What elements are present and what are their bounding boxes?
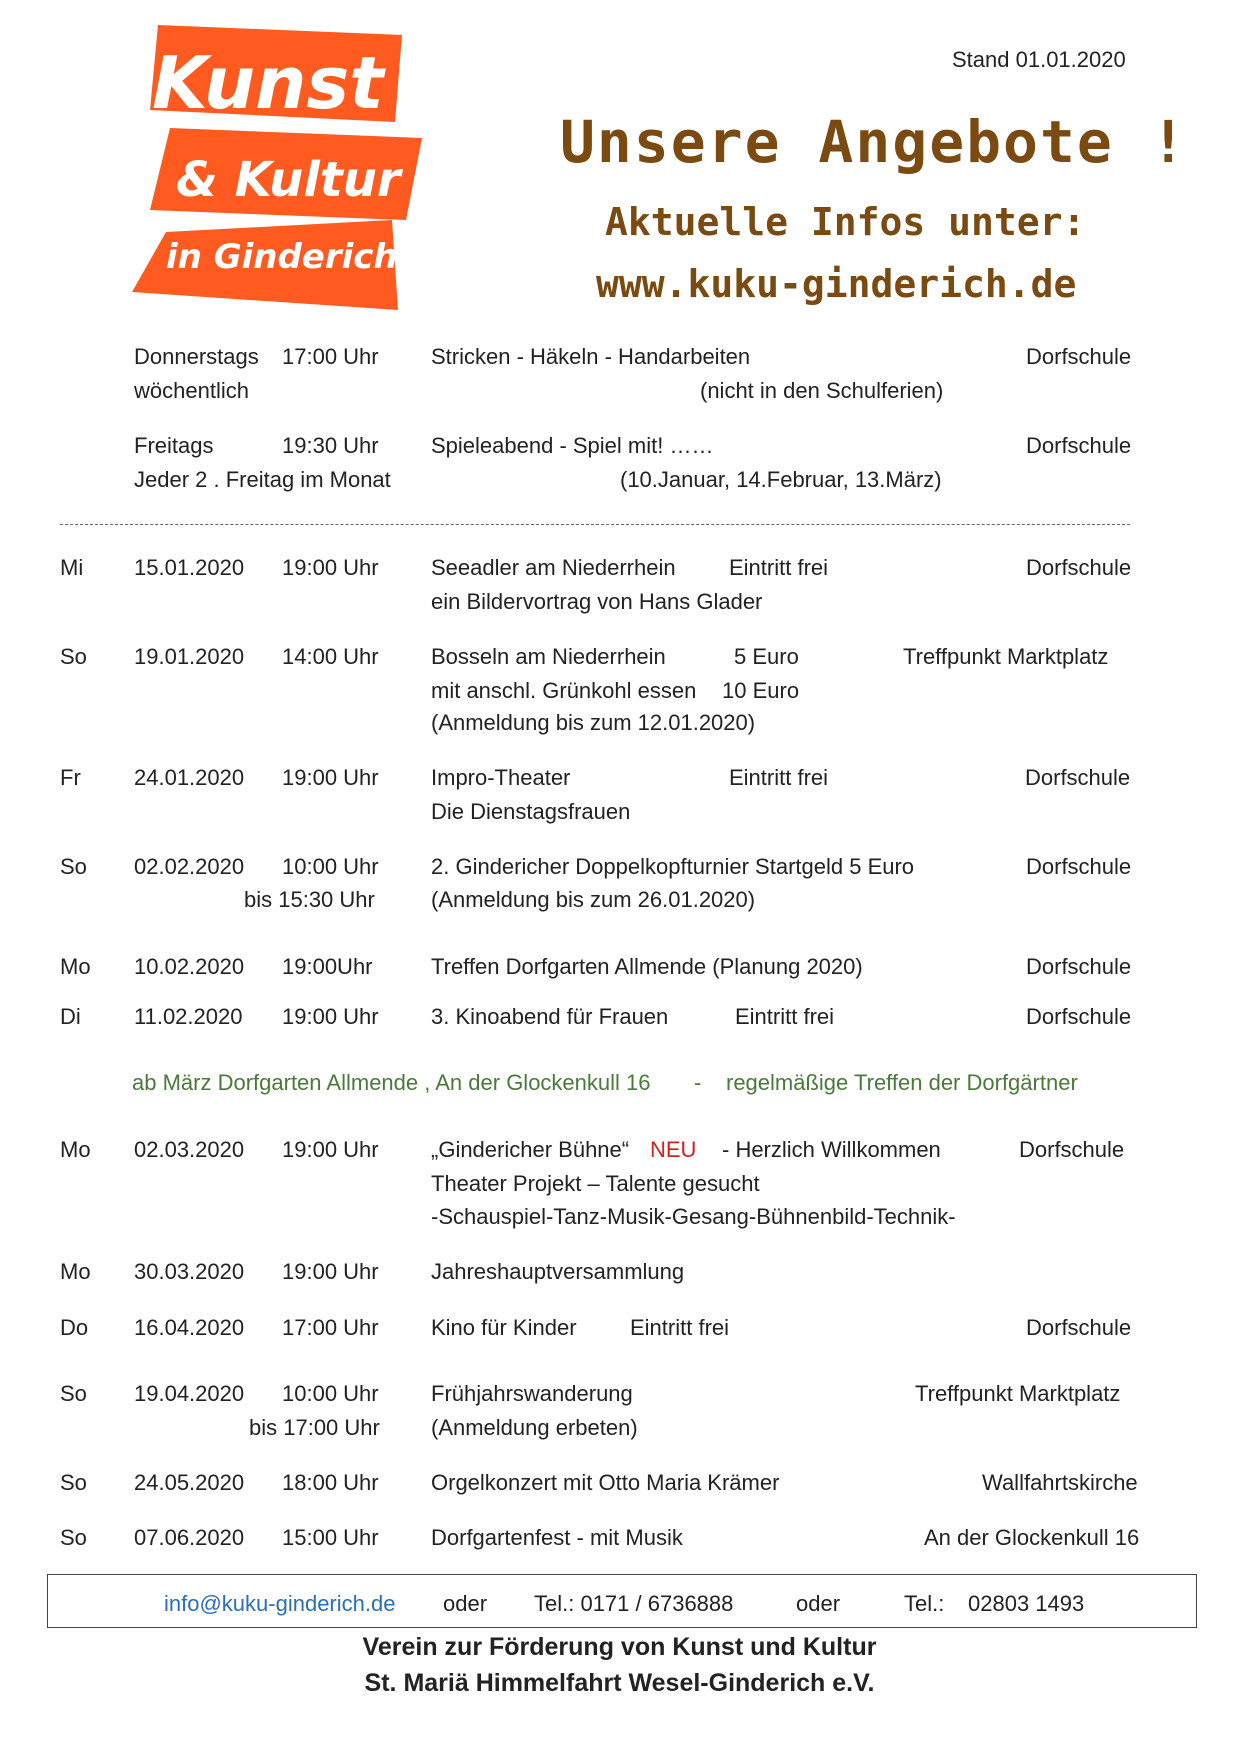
event-place: Dorfschule xyxy=(1026,433,1132,458)
event-extra: Eintritt frei xyxy=(729,555,829,580)
event-day: So xyxy=(60,1381,87,1406)
event-time: 19:00 Uhr xyxy=(282,1004,379,1029)
event-time: 19:00Uhr xyxy=(282,954,373,979)
event-time: 19:30 Uhr xyxy=(282,433,379,458)
event-date: 19.01.2020 xyxy=(134,644,245,669)
event-day: Fr xyxy=(60,765,81,790)
event-date: 15.01.2020 xyxy=(134,555,245,580)
stand-date: Stand 01.01.2020 xyxy=(952,47,1126,72)
event-day: So xyxy=(60,854,87,879)
event-time: 19:00 Uhr xyxy=(282,1259,379,1284)
event-time: 14:00 Uhr xyxy=(282,644,379,669)
event-note: (Anmeldung bis zum 12.01.2020) xyxy=(431,710,756,735)
event-frequency: Jeder 2 . Freitag im Monat xyxy=(134,467,391,492)
event-place: Treffpunkt Marktplatz xyxy=(903,644,1109,669)
event-title: Kino für Kinder xyxy=(431,1315,577,1340)
event-place: Dorfschule xyxy=(1026,344,1132,369)
event-title: Seeadler am Niederrhein xyxy=(431,555,676,580)
event-date: 19.04.2020 xyxy=(134,1381,245,1406)
event-title: 2. Gindericher Doppelkopfturnier Startgeld 5 Euro xyxy=(431,854,915,879)
event-extra: Eintritt frei xyxy=(735,1004,835,1029)
event-title: Jahreshauptversammlung xyxy=(431,1259,685,1284)
event-subtitle: ein Bildervortrag von Hans Glader xyxy=(431,589,763,614)
info-line: Aktuelle Infos unter: xyxy=(605,200,1086,244)
event-title: Spieleabend - Spiel mit! …… xyxy=(431,433,714,458)
logo-line2: & Kultur xyxy=(176,152,401,208)
event-date: 30.03.2020 xyxy=(134,1259,245,1284)
notice-separator: - xyxy=(694,1070,702,1095)
dashed-divider xyxy=(60,524,1130,525)
phone-mobile: Tel.: 0171 / 6736888 xyxy=(534,1591,734,1616)
event-time: 19:00 Uhr xyxy=(282,1137,379,1162)
email-link[interactable]: info@kuku-ginderich.de xyxy=(164,1591,396,1616)
kunst-kultur-logo xyxy=(130,20,430,310)
event-title: Bosseln am Niederrhein xyxy=(431,644,666,669)
event-date: 24.01.2020 xyxy=(134,765,245,790)
event-note: -Schauspiel-Tanz-Musik-Gesang-Bühnenbild-Technik- xyxy=(431,1204,956,1229)
event-time: 15:00 Uhr xyxy=(282,1525,379,1550)
event-day: Di xyxy=(60,1004,81,1029)
notice-right: regelmäßige Treffen der Dorfgärtner xyxy=(726,1070,1078,1095)
event-title: Treffen Dorfgarten Allmende (Planung 2020) xyxy=(431,954,863,979)
event-extra: Eintritt frei xyxy=(630,1315,730,1340)
new-badge: NEU xyxy=(650,1137,697,1162)
event-subtitle: (Anmeldung bis zum 26.01.2020) xyxy=(431,887,756,912)
event-time-end: bis 17:00 Uhr xyxy=(249,1415,380,1440)
event-time: 10:00 Uhr xyxy=(282,854,379,879)
footer-line2: St. Mariä Himmelfahrt Wesel-Ginderich e.V. xyxy=(364,1669,875,1697)
event-date: 02.03.2020 xyxy=(134,1137,245,1162)
event-title: 3. Kinoabend für Frauen xyxy=(431,1004,669,1029)
website-link[interactable]: www.kuku-ginderich.de xyxy=(596,262,1077,306)
event-title: Stricken - Häkeln - Handarbeiten xyxy=(431,344,751,369)
event-date: 07.06.2020 xyxy=(134,1525,245,1550)
event-subtitle-extra: 10 Euro xyxy=(722,678,800,703)
event-time-end: bis 15:30 Uhr xyxy=(244,887,375,912)
event-place: Dorfschule xyxy=(1026,1004,1132,1029)
event-time: 18:00 Uhr xyxy=(282,1470,379,1495)
event-date: 10.02.2020 xyxy=(134,954,245,979)
event-place: Dorfschule xyxy=(1026,555,1132,580)
event-date: 16.04.2020 xyxy=(134,1315,245,1340)
event-time: 19:00 Uhr xyxy=(282,765,379,790)
event-title: Frühjahrswanderung xyxy=(431,1381,633,1406)
event-date: 11.02.2020 xyxy=(134,1004,243,1029)
event-day: So xyxy=(60,1470,87,1495)
event-day: Mo xyxy=(60,1137,91,1162)
event-place: Dorfschule xyxy=(1019,1137,1125,1162)
event-weekday: Donnerstags xyxy=(134,344,259,369)
event-frequency: wöchentlich xyxy=(134,378,249,403)
event-title-extra: - Herzlich Willkommen xyxy=(722,1137,941,1162)
event-weekday: Freitags xyxy=(134,433,214,458)
logo-line3: in Ginderich xyxy=(166,237,398,277)
event-note: (nicht in den Schulferien) xyxy=(700,378,944,403)
event-day: Mo xyxy=(60,954,91,979)
contact-or: oder xyxy=(796,1591,841,1616)
page-title: Unsere Angebote ! xyxy=(560,108,1188,176)
notice-left: ab März Dorfgarten Allmende , An der Glockenkull 16 xyxy=(132,1070,651,1095)
event-note: (10.Januar, 14.Februar, 13.März) xyxy=(620,467,942,492)
event-subtitle: (Anmeldung erbeten) xyxy=(431,1415,638,1440)
event-place: Treffpunkt Marktplatz xyxy=(915,1381,1121,1406)
event-title: „Gindericher Bühne“ xyxy=(431,1137,630,1162)
event-day: Mi xyxy=(60,555,84,580)
event-place: Dorfschule xyxy=(1025,765,1131,790)
footer-line1: Verein zur Förderung von Kunst und Kultur xyxy=(362,1633,877,1661)
event-date: 02.02.2020 xyxy=(134,854,245,879)
event-title: Dorfgartenfest - mit Musik xyxy=(431,1525,683,1550)
event-subtitle: Theater Projekt – Talente gesucht xyxy=(431,1171,760,1196)
event-title: Orgelkonzert mit Otto Maria Krämer xyxy=(431,1470,780,1495)
event-title: Impro-Theater xyxy=(431,765,571,790)
event-day: Do xyxy=(60,1315,89,1340)
contact-or: oder xyxy=(443,1591,488,1616)
event-subtitle: Die Dienstagsfrauen xyxy=(431,799,631,824)
event-place: Dorfschule xyxy=(1026,854,1132,879)
event-place: Wallfahrtskirche xyxy=(982,1470,1138,1495)
event-day: So xyxy=(60,1525,87,1550)
event-date: 24.05.2020 xyxy=(134,1470,245,1495)
event-extra: Eintritt frei xyxy=(729,765,829,790)
event-time: 10:00 Uhr xyxy=(282,1381,379,1406)
event-day: Mo xyxy=(60,1259,91,1284)
event-place: Dorfschule xyxy=(1026,1315,1132,1340)
event-day: So xyxy=(60,644,87,669)
phone-label: Tel.: xyxy=(904,1591,945,1616)
event-time: 17:00 Uhr xyxy=(282,1315,379,1340)
event-time: 17:00 Uhr xyxy=(282,344,379,369)
event-extra: 5 Euro xyxy=(734,644,799,669)
event-time: 19:00 Uhr xyxy=(282,555,379,580)
logo-line1: Kunst xyxy=(152,41,384,125)
phone-landline: 02803 1493 xyxy=(968,1591,1085,1616)
event-place: Dorfschule xyxy=(1026,954,1132,979)
event-place: An der Glockenkull 16 xyxy=(924,1525,1140,1550)
event-subtitle: mit anschl. Grünkohl essen xyxy=(431,678,697,703)
